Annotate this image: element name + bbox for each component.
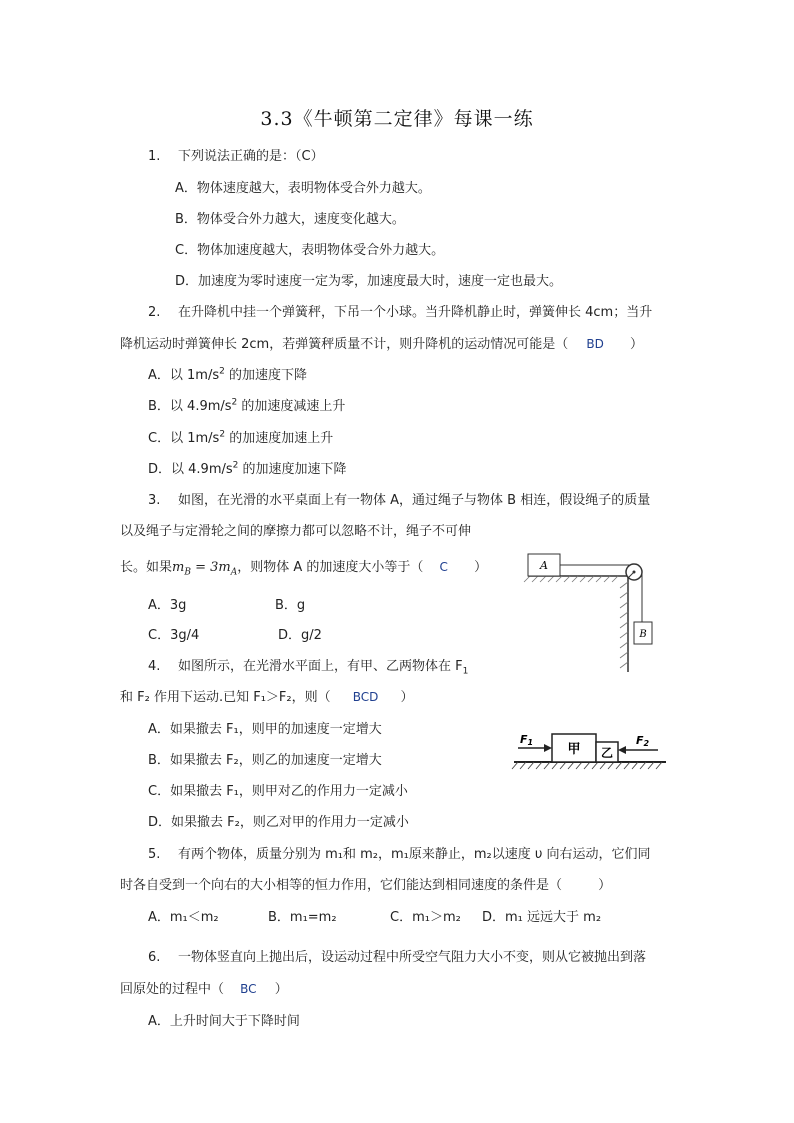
- q2-option-d: D．以 $4.9m/s^2$ 的加速度加速下降: [148, 460, 347, 477]
- q4-answer: BCD: [352, 690, 379, 704]
- q5-option-a: A．m₁＜m₂: [148, 910, 219, 925]
- q2-text-2: 降机运动时弹簧伸长 2cm，若弹簧秤质量不计，则升降机的运动情况可能是（: [120, 337, 569, 352]
- q3-answer: C: [439, 560, 448, 574]
- block-yi-label: 乙: [600, 746, 614, 760]
- q3-option-c: C．3g/4: [148, 628, 200, 643]
- block-a-label: A: [540, 559, 548, 572]
- q4-option-c: C．如果撤去 F₁，则甲对乙的作用力一定减小: [148, 784, 408, 799]
- q5-number: 5.: [148, 847, 161, 862]
- q5-option-b: B．m₁=m₂: [268, 910, 337, 925]
- f2-label: F2: [636, 734, 650, 748]
- q4-option-a: A．如果撤去 F₁，则甲的加速度一定增大: [148, 722, 382, 737]
- q1-option-b: B．物体受合外力越大，速度变化越大。: [175, 212, 405, 227]
- q3-number: 3.: [148, 493, 161, 508]
- q3-formula: $m_B = 3m_A$: [172, 560, 238, 578]
- table-hatch: [524, 576, 618, 582]
- block-jia-label: 甲: [567, 742, 581, 757]
- q1-number: 1.: [148, 149, 161, 164]
- q2-option-c: C．以 $1m/s^2$ 的加速度加速上升: [148, 429, 334, 446]
- ground-hatch: [512, 762, 662, 769]
- q2-answer: BD: [586, 337, 604, 351]
- q5-stem-line1: 5. 有两个物体，质量分别为 m₁和 m₂，m₁原来静止，m₂以速度 υ 向右运动，它们同: [148, 847, 651, 862]
- q6-stem-line1: 6. 一物体竖直向上抛出后，设运动过程中所受空气阻力大小不变，则从它被抛出到落: [148, 950, 647, 965]
- q2-close: ）: [629, 337, 643, 352]
- q2-option-a: A．以 $1m/s^2$ 的加速度下降: [148, 366, 308, 383]
- q4-option-d: D．如果撤去 F₂，则乙对甲的作用力一定减小: [148, 815, 409, 830]
- q6-answer: BC: [240, 982, 257, 996]
- q4-stem-line2: 和 F₂ 作用下运动.已知 F₁＞F₂，则（ BCD ）: [120, 690, 414, 705]
- f1-label: F1: [520, 733, 534, 747]
- q4-number: 4.: [148, 659, 161, 674]
- q3-option-b: B．g: [275, 598, 306, 613]
- q1-option-d: D．加速度为零时速度一定为零，加速度最大时，速度一定也最大。: [175, 274, 563, 289]
- q3-option-d: D．g/2: [278, 628, 322, 643]
- q6-option-a: A．上升时间大于下降时间: [148, 1014, 300, 1029]
- q2-option-b: B．以 $4.9m/s^2$ 的加速度减速上升: [148, 397, 346, 414]
- q3-stem-line3: 长。如果$m_B = 3m_A$，则物体 A 的加速度大小等于（ C ）: [120, 560, 488, 578]
- leg-hatch: [620, 582, 628, 668]
- q1-option-a: A．物体速度越大，表明物体受合外力越大。: [175, 181, 431, 196]
- f1-arrowhead: [544, 744, 552, 752]
- q5-option-c: C．m₁＞m₂: [390, 910, 461, 925]
- q4-forces-figure: [510, 728, 670, 776]
- f2-arrowhead: [618, 746, 626, 754]
- q1-text: 下列说法正确的是：（C）: [178, 149, 324, 164]
- q1-option-c: C．物体加速度越大，表明物体受合外力越大。: [175, 243, 445, 258]
- q2-text-1: 在升降机中挂一个弹簧秤，下吊一个小球。当升降机静止时，弹簧伸长 4cm；当升: [178, 305, 653, 320]
- q4-stem-line1: 4. 如图所示，在光滑水平面上，有甲、乙两物体在 $F_1$: [148, 659, 469, 677]
- q4-option-b: B．如果撤去 F₂，则乙的加速度一定增大: [148, 753, 382, 768]
- q5-stem-line2: 时各自受到一个向右的大小相等的恒力作用，它们能达到相同速度的条件是（ ）: [120, 878, 612, 893]
- q2-stem-line1: [148, 301, 652, 320]
- q3-stem-line1: [148, 489, 650, 508]
- q6-number: 6.: [148, 950, 161, 965]
- q3-stem-line2: 以及绳子与定滑轮之间的摩擦力都可以忽略不计，绳子不可伸: [120, 524, 472, 539]
- q1-stem: [148, 145, 324, 164]
- q3-text-1: 如图，在光滑的水平桌面上有一物体 A，通过绳子与物体 B 相连，假设绳子的质量: [178, 493, 651, 508]
- q2-stem-line2: [120, 333, 643, 352]
- block-b-label: B: [639, 629, 647, 640]
- page-title: 3.3《牛顿第二定律》每课一练: [260, 108, 534, 130]
- q6-stem-line2: 回原处的过程中（ BC ）: [120, 982, 288, 997]
- q3-option-a: A．3g: [148, 598, 187, 613]
- q2-number: 2.: [148, 305, 161, 320]
- q5-option-d: D．m₁ 远远大于 m₂: [482, 910, 602, 925]
- q3-pulley-figure: [520, 548, 670, 674]
